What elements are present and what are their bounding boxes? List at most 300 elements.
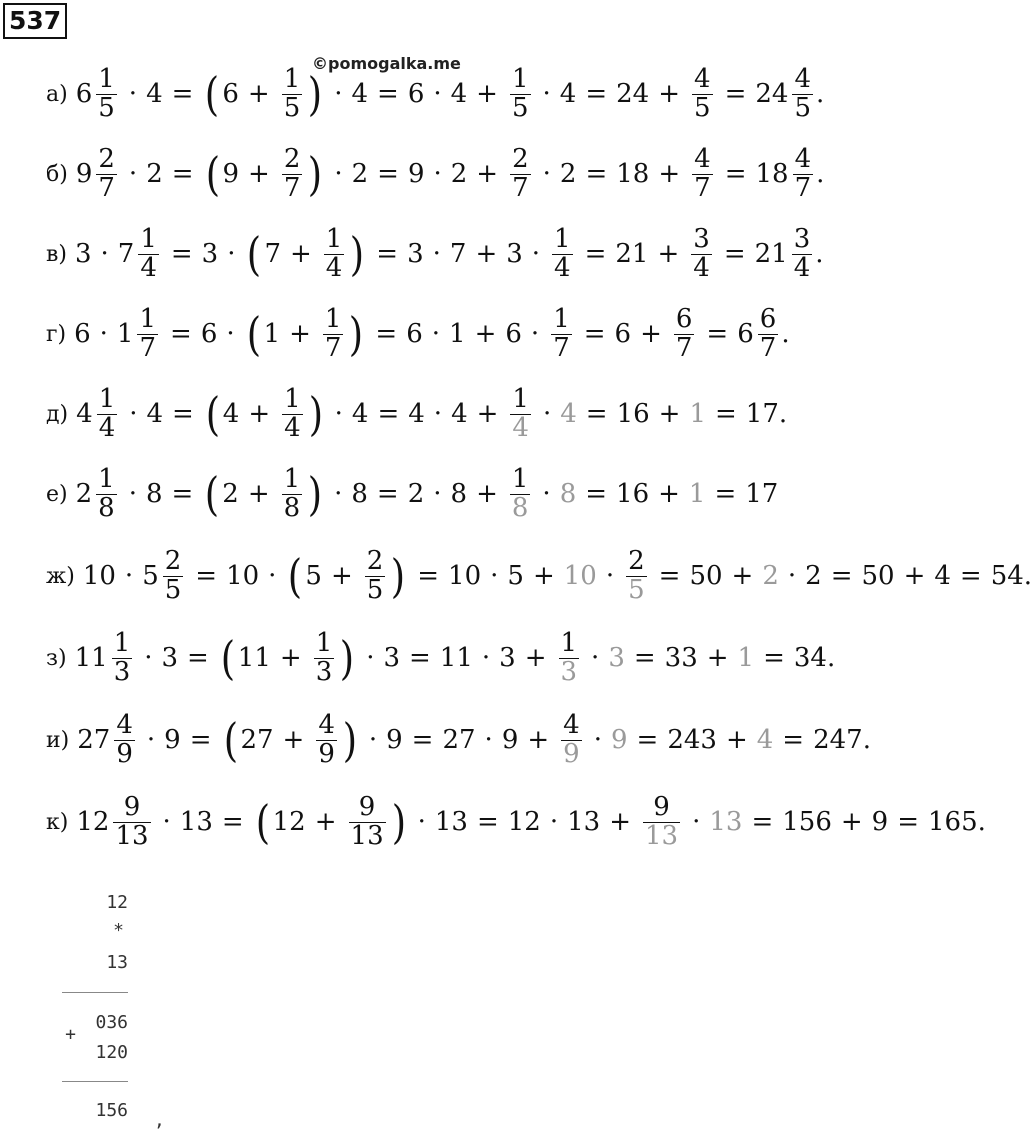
number: 5 [305, 561, 322, 591]
operator: = [585, 159, 608, 189]
fraction [510, 66, 531, 122]
fraction [758, 306, 779, 362]
operator: · [593, 725, 602, 755]
operator: + [731, 561, 754, 591]
operator: · [484, 725, 493, 755]
numerator: 1 [98, 384, 116, 415]
fraction [314, 630, 335, 686]
whole-part: 5 [142, 561, 159, 591]
operator: + [282, 725, 305, 755]
operator: + [476, 399, 499, 429]
numerator: 1 [512, 384, 529, 415]
numerator: 4 [318, 710, 335, 741]
mixed-number [142, 548, 186, 604]
operator: = [959, 561, 982, 591]
number: 13 [179, 807, 213, 837]
number: 4 [408, 399, 425, 429]
numerator: 1 [560, 628, 578, 659]
operator: · [692, 807, 701, 837]
numerator: 4 [563, 710, 580, 741]
number: 6 [222, 79, 239, 109]
number: 13 [434, 807, 468, 837]
number: 4 [560, 399, 577, 429]
numerator: 1 [113, 628, 131, 659]
operator: + [289, 319, 311, 349]
denominator: 8 [283, 492, 301, 523]
fraction [112, 630, 133, 686]
operator: · [334, 399, 343, 429]
operator: · [433, 79, 442, 109]
number: 3 [499, 643, 516, 673]
number: 6 [614, 319, 632, 349]
whole-part: 11 [74, 643, 108, 673]
calc-rule [62, 1081, 128, 1082]
operator: · [99, 319, 108, 349]
parenthesis: ) [349, 307, 364, 361]
number: 1 [449, 319, 466, 349]
operator: = [706, 319, 729, 349]
fraction [114, 712, 135, 768]
number: 3 [608, 643, 625, 673]
operator: = [172, 399, 194, 429]
number: 54. [990, 561, 1032, 591]
operator: = [377, 399, 400, 429]
denominator: 8 [511, 492, 529, 523]
operator: · [433, 399, 443, 429]
fraction [691, 226, 712, 282]
operator: · [542, 399, 552, 429]
mixed-number [117, 306, 161, 362]
parenthesis: ( [205, 387, 221, 441]
number: . [815, 239, 824, 269]
numerator: 1 [511, 64, 529, 95]
number: 27 [442, 725, 476, 755]
denominator: 4 [693, 252, 710, 283]
denominator: 7 [553, 332, 570, 363]
operator: = [170, 239, 193, 269]
fraction [551, 306, 572, 362]
number: 10 [226, 561, 260, 591]
number: 3 [161, 643, 179, 673]
number: 10 [448, 561, 482, 591]
numerator: 2 [283, 144, 301, 175]
whole-part: 1 [116, 319, 134, 349]
denominator: 7 [794, 172, 812, 203]
solution-line [46, 464, 778, 524]
operator: · [542, 79, 551, 109]
calc-multiplier: 13 [106, 952, 128, 973]
operator: = [585, 479, 608, 509]
numerator: 2 [164, 546, 182, 577]
number: 10 [82, 561, 116, 591]
operator: · [162, 807, 171, 837]
operator: = [171, 79, 194, 109]
number: 8 [351, 479, 368, 509]
operator: · [124, 561, 134, 591]
operator: + [657, 239, 680, 269]
item-label: б) [46, 161, 68, 187]
numerator: 4 [116, 710, 133, 741]
number: 10 [563, 561, 597, 591]
number: 50 [689, 561, 723, 591]
parenthesis: ) [308, 387, 323, 441]
fraction [113, 794, 150, 850]
item-label: ж) [46, 563, 75, 589]
parenthesis: ) [342, 713, 358, 767]
number: 8 [559, 479, 577, 509]
mixed-number [76, 146, 120, 202]
calc-plus-sign: + [65, 1024, 76, 1045]
number: 6 [200, 319, 218, 349]
mixed-number [77, 712, 138, 768]
operator: = [189, 725, 212, 755]
number: 3 [201, 239, 219, 269]
fraction [323, 306, 344, 362]
fraction [282, 386, 303, 442]
operator: = [476, 807, 499, 837]
number: 9 [610, 725, 628, 755]
denominator: 4 [554, 252, 571, 283]
operator: = [897, 807, 920, 837]
number: 13 [709, 807, 743, 837]
number: 4 [146, 399, 164, 429]
calc-multiplicand: 12 [106, 892, 128, 913]
number: 2 [762, 561, 779, 591]
whole-part: 21 [754, 239, 788, 269]
number: 2 [450, 159, 468, 189]
operator: · [417, 807, 426, 837]
operator: = [417, 561, 440, 591]
operator: + [903, 561, 926, 591]
number: 11 [439, 643, 473, 673]
operator: + [289, 239, 312, 269]
denominator: 5 [366, 574, 384, 605]
number: 8 [145, 479, 163, 509]
numerator: 9 [123, 792, 141, 823]
number: 1 [689, 399, 706, 429]
denominator: 9 [116, 738, 133, 769]
number: 6 [407, 79, 425, 109]
operator: · [144, 643, 153, 673]
number: 2 [351, 159, 369, 189]
operator: · [268, 561, 277, 591]
number: 11 [237, 643, 271, 673]
numerator: 3 [693, 224, 710, 255]
numerator: 4 [694, 144, 711, 175]
operator: + [658, 399, 681, 429]
operator: · [531, 239, 541, 269]
mixed-number [76, 66, 120, 122]
operator: · [432, 239, 441, 269]
operator: = [170, 319, 192, 349]
number: 24 [616, 79, 650, 109]
numerator: 1 [139, 304, 157, 335]
denominator: 5 [628, 574, 645, 605]
parenthesis: ) [350, 227, 365, 281]
denominator: 13 [644, 820, 679, 851]
calc-result: 156 [95, 1100, 128, 1121]
numerator: 9 [653, 792, 670, 823]
calc-rule [62, 992, 128, 993]
operator: = [751, 807, 774, 837]
fraction [692, 146, 713, 202]
number: 2 [805, 561, 822, 591]
whole-part: 9 [75, 159, 93, 189]
solution-line [46, 64, 824, 124]
mixed-number [737, 306, 781, 362]
operator: + [524, 643, 547, 673]
number: 243 [667, 725, 717, 755]
denominator: 8 [98, 492, 115, 523]
parenthesis: ) [307, 467, 323, 521]
solution-line [46, 384, 787, 444]
operator: · [129, 399, 138, 429]
mixed-number [755, 226, 816, 282]
numerator: 1 [283, 64, 301, 95]
numerator: 2 [366, 546, 384, 577]
number: 165. [928, 807, 986, 837]
numerator: 1 [554, 224, 571, 255]
operator: · [431, 319, 441, 349]
operator: · [146, 725, 156, 755]
numerator: 1 [324, 304, 342, 335]
operator: · [605, 561, 615, 591]
number: 4 [756, 725, 774, 755]
numerator: 9 [358, 792, 376, 823]
operator: = [724, 159, 747, 189]
number: 21 [615, 239, 649, 269]
number: . [781, 319, 790, 349]
number: . [816, 159, 825, 189]
fraction [561, 712, 582, 768]
calc-times-sign: * [113, 920, 124, 941]
operator: = [724, 79, 747, 109]
mixed-number [755, 66, 816, 122]
operator: = [830, 561, 853, 591]
operator: · [542, 479, 551, 509]
numerator: 2 [512, 144, 529, 175]
number: 247. [813, 725, 871, 755]
numerator: 1 [283, 464, 301, 495]
operator: + [247, 479, 270, 509]
fraction [365, 548, 386, 604]
number: 3 [383, 643, 400, 673]
denominator: 3 [315, 656, 333, 687]
numerator: 3 [793, 224, 811, 255]
operator: · [128, 159, 138, 189]
item-label: а) [46, 81, 68, 107]
denominator: 5 [164, 574, 182, 605]
calc-partial-product: 120 [95, 1042, 128, 1063]
mixed-number [118, 226, 162, 282]
solution-line [46, 628, 835, 688]
fraction [559, 630, 580, 686]
fraction [96, 146, 117, 202]
operator: = [723, 239, 746, 269]
calc-partial-product: 036 [95, 1012, 128, 1033]
operator: = [411, 725, 434, 755]
number: 1 [263, 319, 281, 349]
fraction [96, 466, 117, 522]
fraction [282, 146, 303, 202]
number: 50 [861, 561, 895, 591]
operator: + [476, 479, 498, 509]
solution-line [46, 304, 790, 364]
operator: = [376, 479, 399, 509]
fraction [793, 146, 814, 202]
solution-line [46, 792, 986, 852]
solution-line [46, 224, 824, 284]
parenthesis: ( [288, 549, 303, 603]
item-label: д) [46, 401, 69, 427]
parenthesis: ( [255, 795, 270, 849]
operator: · [530, 319, 540, 349]
operator: = [658, 561, 681, 591]
parenthesis: ) [391, 549, 406, 603]
number: . [816, 79, 825, 109]
number: 4 [934, 561, 951, 591]
denominator: 9 [318, 738, 335, 769]
numerator: 4 [794, 144, 812, 175]
number: 2 [559, 159, 577, 189]
operator: · [366, 643, 375, 673]
parenthesis: ( [205, 67, 220, 121]
number: 6 [406, 319, 423, 349]
operator: · [549, 807, 559, 837]
denominator: 7 [283, 172, 301, 203]
operator: = [376, 239, 399, 269]
calc-trailing-mark: , [154, 1110, 165, 1131]
number: 4 [451, 399, 468, 429]
parenthesis: ) [308, 147, 323, 201]
number: 156 [782, 807, 832, 837]
numerator: 1 [284, 384, 301, 415]
number: 1 [688, 479, 706, 509]
denominator: 5 [98, 92, 115, 123]
operator: = [763, 643, 785, 673]
operator: = [195, 561, 218, 591]
denominator: 5 [511, 92, 529, 123]
numerator: 6 [759, 304, 777, 335]
fraction [163, 548, 184, 604]
numerator: 1 [98, 64, 115, 95]
denominator: 4 [98, 412, 116, 443]
operator: = [583, 319, 606, 349]
number: 2 [222, 479, 239, 509]
numerator: 2 [98, 144, 115, 175]
operator: + [279, 643, 302, 673]
operator: · [100, 239, 109, 269]
operator: + [475, 239, 498, 269]
number: 18 [616, 159, 650, 189]
operator: + [658, 79, 681, 109]
operator: = [584, 239, 607, 269]
operator: = [171, 479, 194, 509]
operator: = [633, 643, 656, 673]
operator: · [128, 79, 138, 109]
parenthesis: ( [246, 307, 261, 361]
fraction [510, 386, 531, 442]
number: 2 [407, 479, 425, 509]
operator: = [171, 159, 194, 189]
number: 5 [507, 561, 524, 591]
numerator: 1 [140, 224, 157, 255]
operator: + [658, 479, 680, 509]
operator: + [474, 319, 497, 349]
solution-line [46, 710, 871, 770]
denominator: 7 [324, 332, 342, 363]
mixed-number [75, 630, 136, 686]
operator: = [377, 79, 399, 109]
watermark: ©pomogalka.me [312, 54, 461, 73]
number: 7 [264, 239, 281, 269]
numerator: 1 [315, 628, 333, 659]
whole-part: 4 [76, 399, 93, 429]
denominator: 7 [759, 332, 777, 363]
number: 12 [507, 807, 541, 837]
operator: = [187, 643, 209, 673]
number: 7 [449, 239, 467, 269]
operator: = [636, 725, 659, 755]
operator: = [782, 725, 805, 755]
numerator: 4 [694, 64, 711, 95]
whole-part: 7 [117, 239, 135, 269]
operator: + [840, 807, 863, 837]
operator: · [368, 725, 378, 755]
number: 4 [351, 399, 369, 429]
whole-part: 24 [755, 79, 789, 109]
number: 3 [407, 239, 424, 269]
operator: + [314, 807, 337, 837]
fraction [552, 226, 573, 282]
solution-line [46, 546, 1032, 606]
numerator: 6 [675, 304, 693, 335]
operator: + [706, 643, 729, 673]
number: 4 [450, 79, 468, 109]
denominator: 9 [563, 738, 580, 769]
operator: + [248, 159, 270, 189]
denominator: 4 [793, 252, 811, 283]
denominator: 5 [794, 92, 811, 123]
operator: = [585, 79, 608, 109]
operator: = [377, 159, 399, 189]
mixed-number [76, 466, 120, 522]
operator: = [714, 479, 737, 509]
solution-line [46, 144, 824, 204]
fraction [643, 794, 680, 850]
operator: + [640, 319, 662, 349]
fraction [792, 226, 813, 282]
operator: + [476, 159, 499, 189]
denominator: 13 [115, 820, 149, 851]
item-label: г) [46, 321, 67, 347]
task-number-badge: 537 [3, 3, 67, 39]
number: 3 [74, 239, 92, 269]
denominator: 4 [325, 252, 343, 283]
fraction [626, 548, 647, 604]
denominator: 7 [139, 332, 157, 363]
fraction [316, 712, 337, 768]
number: 1 [737, 643, 755, 673]
number: 4 [559, 79, 577, 109]
numerator: 1 [325, 224, 343, 255]
whole-part: 12 [76, 807, 110, 837]
number: 9 [871, 807, 889, 837]
number: 9 [222, 159, 240, 189]
denominator: 5 [283, 92, 301, 123]
operator: · [226, 319, 235, 349]
number: 9 [164, 725, 181, 755]
